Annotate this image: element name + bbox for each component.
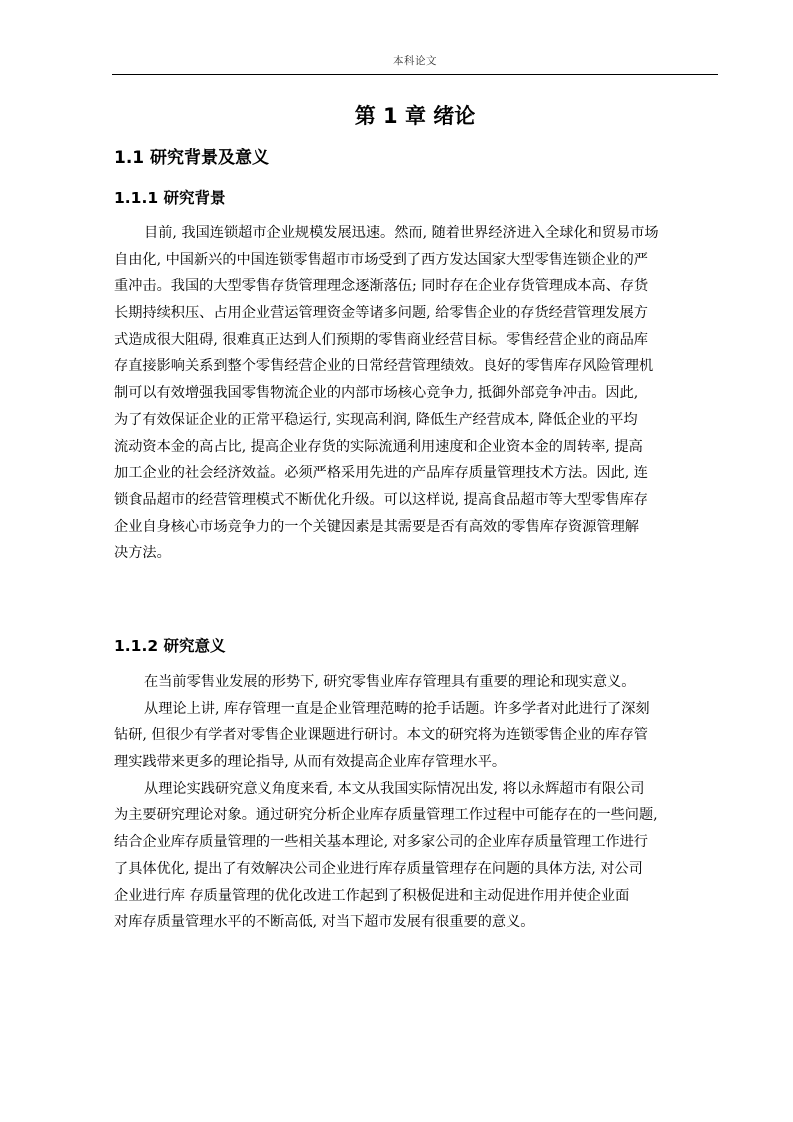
paragraph-line: 对库存质量管理水平的不断高低, 对当下超市发展有很重要的意义。 [114, 914, 535, 931]
paragraph-line: 加工企业的社会经济效益。必须严格采用先进的产品库存质量管理技术方法。因此, 连 [114, 465, 648, 482]
header-rule [112, 74, 718, 75]
paragraph-line: 企业进行库 存质量管理的优化改进工作起到了积极促进和主动促进作用并使企业面 [114, 887, 630, 904]
paragraph-line: 锁食品超市的经营管理模式不断优化升级。可以这样说, 提高食品超市等大型零售库存 [114, 491, 648, 508]
paragraph-line: 从理论上讲, 库存管理一直是企业管理范畴的抢手话题。许多学者对此进行了深刻 [144, 700, 650, 717]
section-heading-1-1: 1.1 研究背景及意义 [114, 148, 270, 168]
paragraph-line: 结合企业库存质量管理的一些相关基本理论, 对多家公司的企业库存质量管理工作进行 [114, 834, 648, 851]
running-header: 本科论文 [393, 55, 437, 67]
paragraph-line: 决方法。 [114, 545, 171, 562]
section-heading-1-1-1: 1.1.1 研究背景 [114, 189, 226, 207]
paragraph-line: 了具体优化, 提出了有效解决公司企业进行库存质量管理存在问题的具体方法, 对公司 [114, 860, 643, 877]
paragraph-line: 为主要研究理论对象。通过研究分析企业库存质量管理工作过程中可能存在的一些问题, [114, 807, 658, 824]
paragraph-line: 流动资本金的高占比, 提高企业存货的实际流通利用速度和企业资本金的周转率, 提高 [114, 438, 643, 455]
research-background-body [114, 220, 718, 567]
paragraph-line: 在当前零售业发展的形势下, 研究零售业库存管理具有重要的理论和现实意义。 [144, 674, 636, 690]
paragraph-line: 目前, 我国连锁超市企业规模发展迅速。然而, 随着世界经济进入全球化和贸易市场 [144, 225, 659, 241]
paragraph-line: 企业自身核心市场竞争力的一个关键因素是其需要是否有高效的零售库存资源管理解 [114, 518, 639, 535]
paragraph-line: 存直接影响关系到整个零售经营企业的日常经营管理绩效。良好的零售库存风险管理机 [114, 358, 654, 375]
paragraph-line: 制可以有效增强我国零售物流企业的内部市场核心竞争力, 抵御外部竞争冲击。因此, [114, 385, 639, 402]
paragraph-line: 自由化, 中国新兴的中国连锁零售超市市场受到了西方发达国家大型零售连锁企业的严 [114, 251, 648, 268]
research-significance-body [114, 669, 718, 936]
paragraph-line: 为了有效保证企业的正常平稳运行, 实现高利润, 降低生产经营成本, 降低企业的平均 [114, 411, 638, 428]
section-heading-1-1-2: 1.1.2 研究意义 [114, 637, 226, 655]
paragraph-line: 理实践带来更多的理论指导, 从而有效提高企业库存管理水平。 [114, 754, 507, 771]
chapter-title: 第 1 章 绪论 [354, 104, 476, 128]
paragraph-line: 从理论实践研究意义角度来看, 本文从我国实际情况出发, 将以永辉超市有限公司 [144, 780, 645, 797]
paragraph-line: 钻研, 但很少有学者对零售企业课题进行研讨。本文的研究将为连锁零售企业的库存管 [114, 727, 648, 744]
paragraph-line: 重冲击。我国的大型零售存货管理理念逐渐落伍; 同时存在企业存货管理成本高、存货 [114, 278, 649, 295]
paragraph-line: 长期持续积压、占用企业营运管理资金等诸多问题, 给零售企业的存货经营管理发展方 [114, 305, 648, 322]
paragraph-line: 式造成很大阻碍, 很难真正达到人们预期的零售商业经营目标。零售经营企业的商品库 [114, 331, 648, 348]
